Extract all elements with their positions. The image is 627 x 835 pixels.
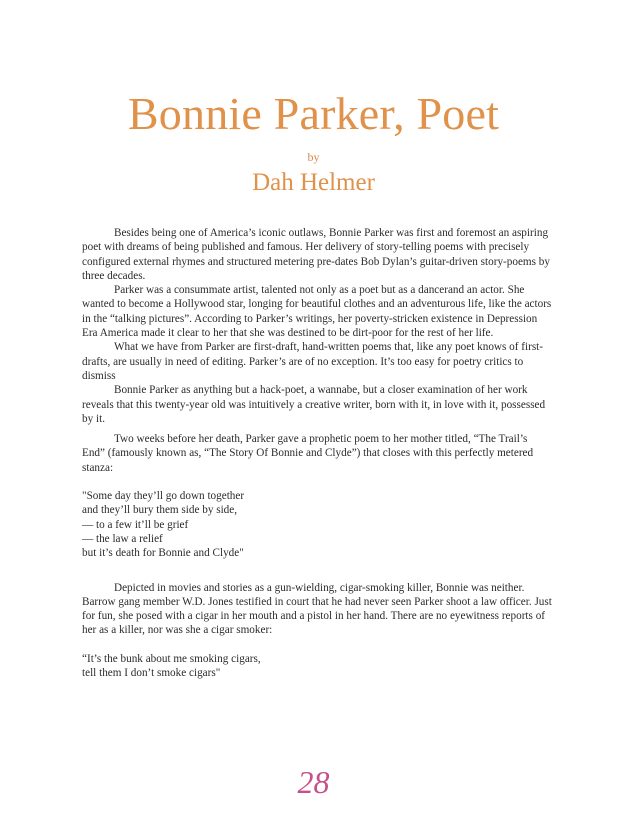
paragraph: Two weeks before her death, Parker gave a prophetic poem to her mother titled, “The Trail’s End” (famously known as, “The Story Of Bonnie and Clyde”) that closes with this perfectly metered stanza:: [82, 433, 534, 474]
poem-quote: [82, 652, 552, 681]
poem-line: “It’s the bunk about me smoking cigars,: [82, 652, 261, 665]
author-name: Dah Helmer: [252, 169, 375, 196]
byline: by: [307, 150, 320, 164]
paragraph: Parker was a consummate artist, talented not only as a poet but as a dancerand an actor. She wanted to become a Hollywood star, longing for beautiful clothes and an adventurous life, like the actors in the “talking pictures”. According to Parker’s writings, her poverty-stricken existence in Depression Era America made it clear to her that she was destined to be dirt-poor for the rest of her life.: [82, 284, 552, 340]
poem-line: "Some day they’ll go down together: [82, 490, 245, 503]
poem-line: but it’s death for Bonnie and Clyde": [82, 547, 244, 560]
article-body: [82, 226, 552, 680]
paragraph: What we have from Parker are first-draft, hand-written poems that, like any poet knows of first-drafts, are usually in need of editing. Parker’s are of no exception. It’s too easy for poetry critics to dismiss: [82, 341, 544, 382]
poem-line: and they’ll bury them side by side,: [82, 504, 238, 517]
poem-line: — the law a relief: [82, 532, 163, 545]
paragraph: Bonnie Parker as anything but a hack-poet, a wannabe, but a closer examination of her work reveals that this twenty-year old was intuitively a creative writer, born with it, in love with it, possessed by it.: [82, 384, 546, 425]
poem-line: — to a few it’ll be grief: [82, 518, 189, 531]
page-number: 28: [297, 764, 330, 800]
paragraph: Depicted in movies and stories as a gun-wielding, cigar-smoking killer, Bonnie was neither. Barrow gang member W.D. Jones testified in court that he had never seen Parker shoot a law officer. Just for fun, she posed with a cigar in her mouth and a pistol in her hand. There are no eyewitness reports of her as a killer, nor was she a cigar smoker:: [82, 581, 552, 637]
article-title: Bonnie Parker, Poet: [127, 88, 500, 139]
poem-stanza: [82, 489, 552, 560]
paragraph: Besides being one of America’s iconic outlaws, Bonnie Parker was first and foremost an aspiring poet with dreams of being published and famous. Her delivery of story-telling poems with precisely configured external rhymes and structured metering pre-dates Bob Dylan’s guitar-driven story-poems by three decades.: [82, 227, 550, 282]
poem-line: tell them I don’t smoke cigars": [82, 667, 221, 680]
